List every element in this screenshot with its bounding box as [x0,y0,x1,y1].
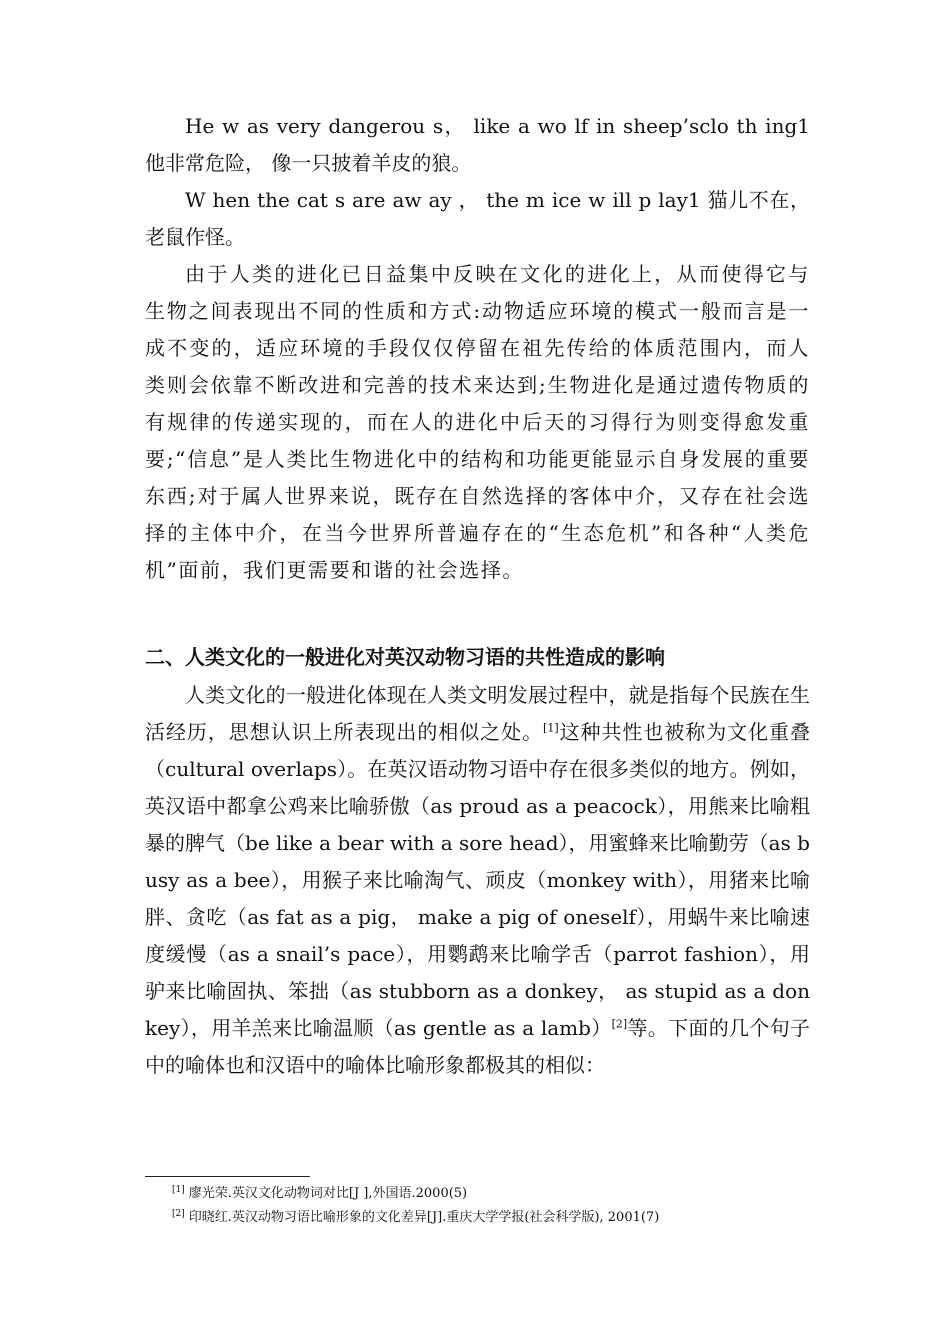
paragraph-evolution: 由于人类的进化已日益集中反映在文化的进化上，从而使得它与生物之间表现出不同的性质和方式:动物适应环境的模式一般而言是一成不变的，适应环境的手段仅仅停留在祖先传给的体质范围内，而人类则会依靠不断改进和完善的技术来达到;生物进化是通过遗传物质的有规律的传递实现的，而在人的进化中后天的习得行为则变得愈发重要;“信息”是人类比生物进化中的结构和功能更能显示自身发展的重要东西;对于属人世界来说，既存在自然选择的客体中介，又存在社会选择的主体中介，在当今世界所普遍存在的“生态危机”和各种“人类危机”面前，我们更需要和谐的社会选择。 [145,262,810,582]
paragraph-text-3: 等。下面的几个句子中的喻体也和汉语中的喻体比喻形象都极其的相似： [145,1016,811,1077]
footnote-mark: [2] [172,1208,185,1219]
footnote-text: 印晓红.英汉动物习语比喻形象的文化差异[J].重庆大学学报(社会科学版), 2001(7) [188,1210,660,1225]
paragraph-text-2: 这种共性也被称为文化重叠（cultural overlaps）。在英汉语动物习语中存在很多类似的地方。例如，英汉语中都拿公鸡来比喻骄傲（as proud as a peacock），用熊来比喻粗暴的脾气（be like a bear with a sore head），用蜜蜂来比喻勤劳（as busy as a bee），用猴子来比喻淘气、顽皮（monkey with），用猪来比喻胖、贪吃（as fat as a pig， make a pig of oneself），用蜗牛来比喻速度缓慢（as a snail’s pace），用鹦鹉来比喻学舌（parrot fashion），用驴来比喻固执、笨拙（as stubborn as a donkey， as stupid as a donkey），用羊羔来比喻温顺（as gentle as a lamb） [145,720,811,1040]
footnotes [172,1182,812,1230]
section-heading: 二、人类文化的一般进化对英汉动物习语的共性造成的影响 [145,645,665,669]
footnote-reference-1[interactable]: [1] [543,721,559,735]
footnote-mark: [1] [172,1184,185,1195]
paragraph-cultural-overlaps [145,677,810,1084]
document-body [145,108,810,1084]
example-sentence-wolf: He w as very dangerou s， like a wo lf in sheep’sclo th ing1 他非常危险， 像一只披着羊皮的狼。 [145,114,810,175]
footnote-2 [172,1206,812,1230]
footnote-1 [172,1182,812,1206]
footnote-separator [145,1176,310,1177]
footnote-reference-2[interactable]: [2] [611,1017,628,1031]
example-sentence-cat: W hen the cat s are aw ay ， the m ice w ill p lay1 猫儿不在， 老鼠作怪。 [145,188,810,249]
footnote-text: 廖光荣.英汉文化动物词对比[J ],外国语.2000(5) [188,1186,468,1201]
paragraph-text-1: 人类文化的一般进化体现在人类文明发展过程中，就是指每个民族在生活经历，思想认识上所表现出的相似之处。 [145,683,810,744]
